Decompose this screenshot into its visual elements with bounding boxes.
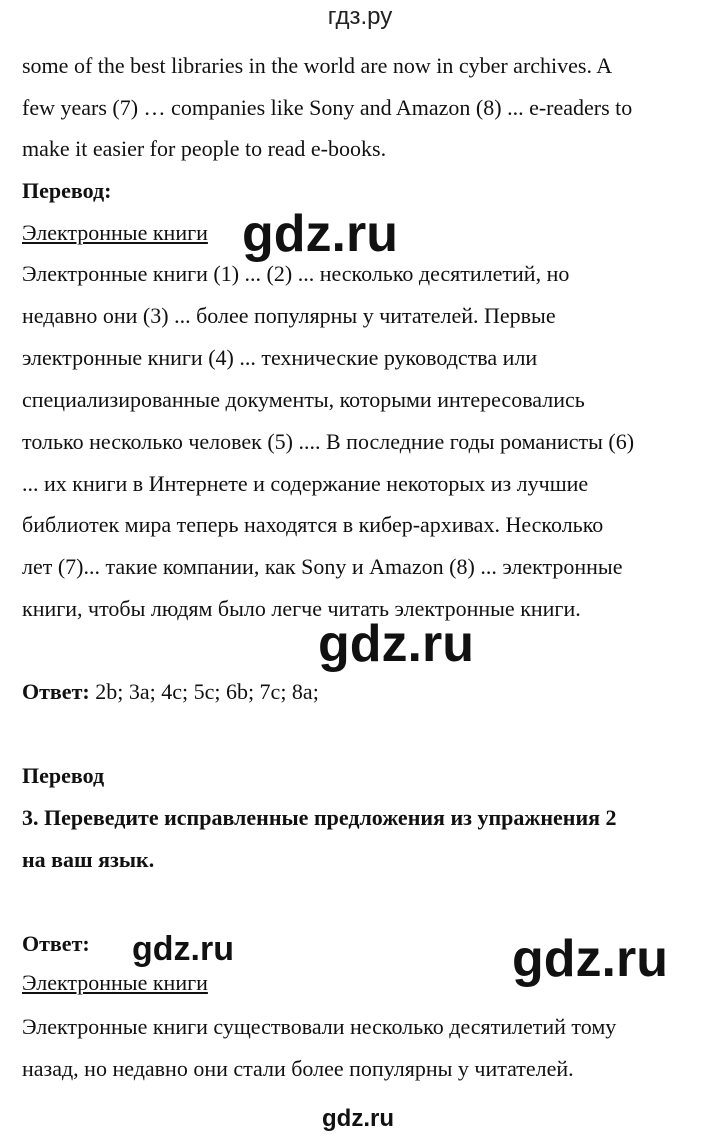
- translation-line-1: Электронные книги (1) ... (2) ... несколько десятилетий, но: [22, 261, 570, 286]
- watermark: gdz.ru: [242, 205, 398, 263]
- translation-line-3: электронные книги (4) ... технические руководства или: [22, 345, 538, 370]
- footer-watermark: gdz.ru: [322, 1105, 394, 1132]
- watermark: gdz.ru: [512, 930, 668, 988]
- english-line-2: few years (7) … companies like Sony and Amazon (8) ... e-readers to: [22, 95, 633, 120]
- answer-2-line-2: назад, но недавно они стали более популярны у читателей.: [22, 1056, 574, 1081]
- site-header: гдз.ру: [327, 3, 393, 30]
- answer-2-label: Ответ:: [22, 931, 90, 956]
- english-line-3: make it easier for people to read e-books.: [22, 136, 387, 161]
- translation-line-4: специализированные документы, которыми интересовались: [22, 387, 585, 412]
- task3-question-line-2: на ваш язык.: [22, 847, 155, 872]
- task3-heading: Перевод: [22, 763, 105, 788]
- translation-line-8: лет (7)... такие компании, как Sony и Amazon (8) ... электронные: [22, 554, 623, 579]
- translation-line-2: недавно они (3) ... более популярны у читателей. Первые: [22, 303, 556, 328]
- translation-heading: Перевод:: [22, 178, 112, 203]
- translation-title: Электронные книги: [22, 220, 208, 245]
- answer-1: [22, 677, 712, 707]
- english-line-1: some of the best libraries in the world are now in cyber archives. A: [22, 53, 613, 78]
- answer-1-value: 2b; 3a; 4c; 5c; 6b; 7c; 8a;: [95, 679, 319, 704]
- task3-question-line-1: 3. Переведите исправленные предложения из упражнения 2: [22, 805, 617, 830]
- answer-1-label: Ответ:: [22, 679, 90, 704]
- translation-line-7: библиотек мира теперь находятся в кибер-архивах. Несколько: [22, 512, 604, 537]
- watermark: gdz.ru: [318, 615, 474, 673]
- translation-line-9: книги, чтобы людям было легче читать электронные книги.: [22, 596, 581, 621]
- watermark: gdz.ru: [132, 930, 234, 968]
- translation-line-5: только несколько человек (5) .... В последние годы романисты (6): [22, 429, 635, 454]
- translation-line-6: ... их книги в Интернете и содержание некоторых из лучшие: [22, 471, 589, 496]
- answer-2-line-1: Электронные книги существовали несколько десятилетий тому: [22, 1014, 617, 1039]
- answer-2-title: Электронные книги: [22, 970, 208, 995]
